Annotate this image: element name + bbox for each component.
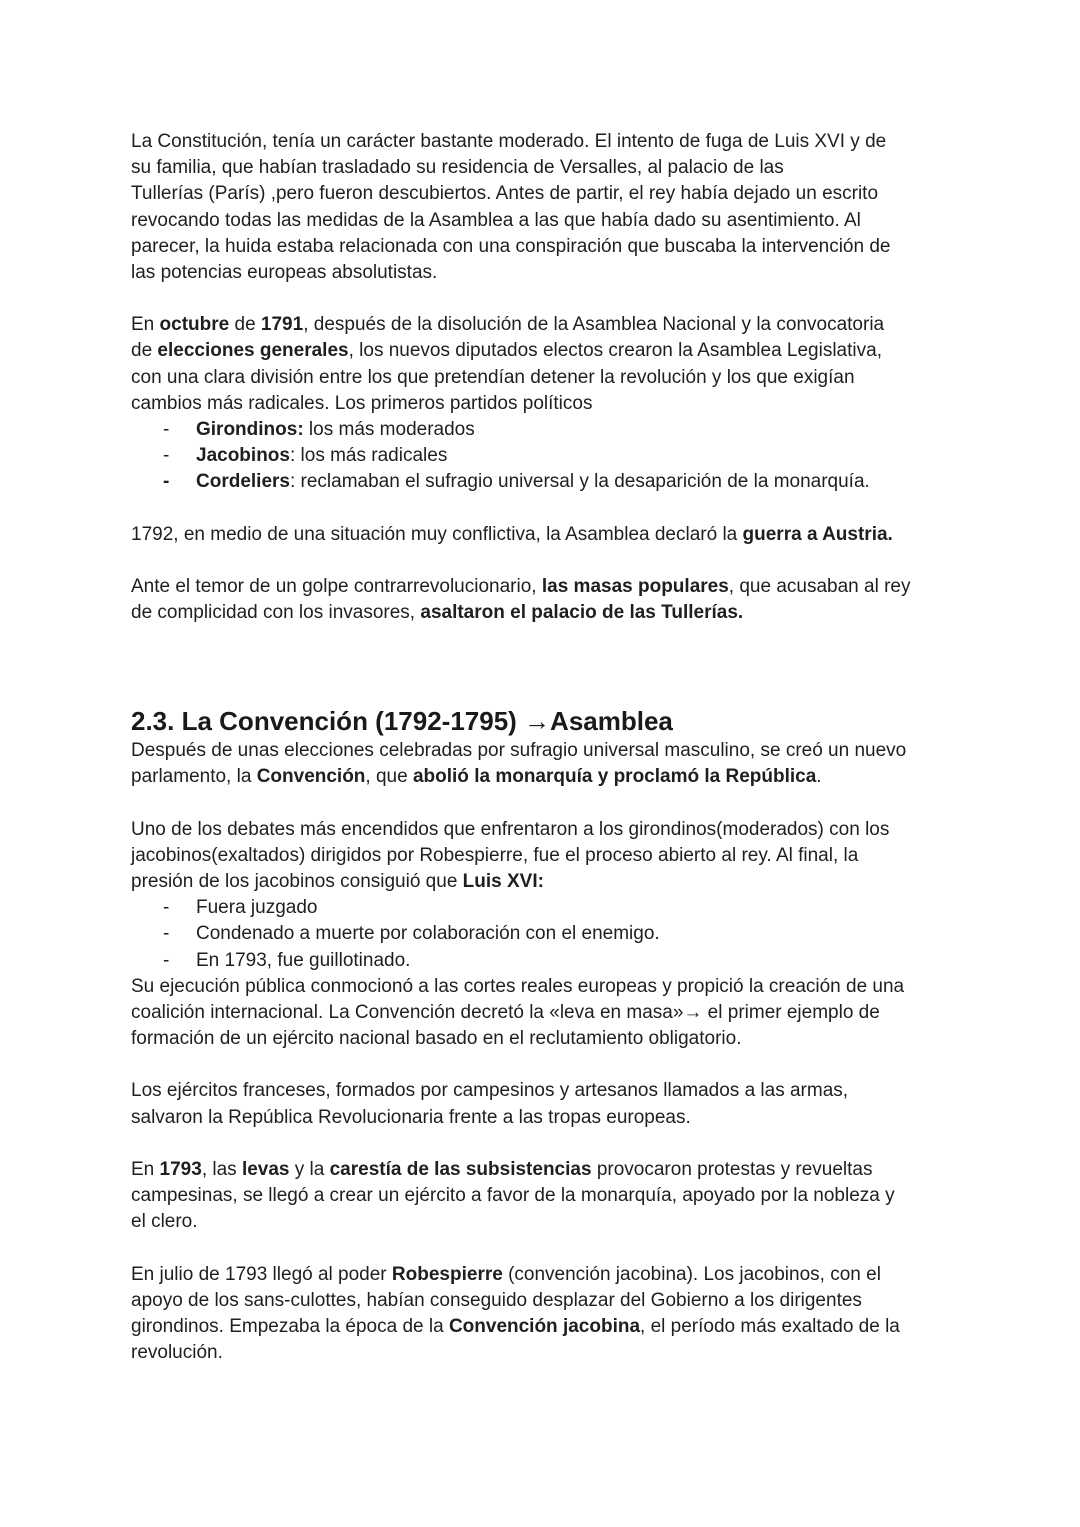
text-line: parecer, la huida estaba relacionada con una conspiración que buscaba la intervención de [131,235,891,257]
paragraph-legislative-assembly [131,312,961,495]
text-line: las potencias europeas absolutistas. [131,262,438,284]
text-line: revocando todas las medidas de la Asamblea a las que había dado su asentimiento. Al [131,209,861,231]
dash-bullet: - [163,419,170,441]
list-item: - Cordeliers: reclamaban el sufragio universal y la desaparición de la monarquía. [131,469,961,495]
paragraph-constitution [131,129,961,286]
text-line: Después de unas elecciones celebradas por sufragio universal masculino, se creó un nuevo [131,740,907,762]
text-line: de complicidad con los invasores, asaltaron el palacio de las Tullerías. [131,602,744,624]
text-line: revolución. [131,1342,223,1364]
king-fate-list [131,895,961,974]
paragraph-revolts-1793 [131,1157,961,1236]
text-line: apoyo de los sans-culottes, habían conseguido desplazar del Gobierno a los dirigentes [131,1289,862,1311]
text-line: jacobinos(exaltados) dirigidos por Robespierre, fue el proceso abierto al rey. Al final, la [131,844,859,866]
text-line: Su ejecución pública conmocionó a las cortes reales europeas y propició la creación de una [131,975,905,997]
text-line: Los ejércitos franceses, formados por campesinos y artesanos llamados a las armas, [131,1080,849,1102]
list-item: - Fuera juzgado [131,895,961,921]
dash-bullet: - [163,445,170,467]
paragraph-tuileries [131,574,961,626]
text-line: salvaron la República Revolucionaria frente a las tropas europeas. [131,1106,691,1128]
text-line: coalición internacional. La Convención decretó la «leva en masa»→ el primer ejemplo de [131,1002,880,1024]
dash-bullet: - [163,923,170,945]
text-line: formación de un ejército nacional basado en el reclutamiento obligatorio. [131,1028,742,1050]
paragraph-war-austria: 1792, en medio de una situación muy conflictiva, la Asamblea declaró la guerra a Austria. [131,523,893,545]
text-line: La Constitución, tenía un carácter bastante moderado. El intento de fuga de Luis XVI y de [131,131,887,152]
text-line: En octubre de 1791, después de la disolución de la Asamblea Nacional y la convocatoria [131,314,885,336]
paragraph-convention [131,738,961,790]
text-line: su familia, que habían trasladado su residencia de Versalles, al palacio de las [131,157,784,179]
text-line: Tullerías (París) ,pero fueron descubiertos. Antes de partir, el rey había dejado un escrito [131,183,879,205]
text-line: campesinas, se llegó a crear un ejército a favor de la monarquía, apoyado por la nobleza y [131,1185,895,1207]
dash-bullet: - [163,471,170,493]
parties-list [131,417,961,496]
text-line: presión de los jacobinos consiguió que Luis XVI: [131,871,544,893]
text-line: Uno de los debates más encendidos que enfrentaron a los girondinos(moderados) con los [131,818,890,840]
list-item: - Girondinos: los más moderados [131,417,961,443]
paragraph-armies [131,1078,961,1130]
document-page [131,129,961,1366]
list-item: - En 1793, fue guillotinado. [131,948,961,974]
text-line: el clero. [131,1211,198,1233]
section-heading: 2.3. La Convención (1792-1795) →Asamblea [131,706,673,737]
text-line: Ante el temor de un golpe contrarrevolucionario, las masas populares, que acusaban al rey [131,575,911,597]
text-line: En 1793, las levas y la carestía de las subsistencias provocaron protestas y revueltas [131,1158,873,1180]
list-item: - Condenado a muerte por colaboración con el enemigo. [131,921,961,947]
text-line: En julio de 1793 llegó al poder Robespierre (convención jacobina). Los jacobinos, con el [131,1263,881,1285]
text-line: de elecciones generales, los nuevos diputados electos crearon la Asamblea Legislativa, [131,340,882,362]
dash-bullet: - [163,897,170,919]
text-line: cambios más radicales. Los primeros partidos políticos [131,392,593,414]
text-line: girondinos. Empezaba la época de la Convención jacobina, el período más exaltado de la [131,1315,900,1337]
paragraph-trial-king [131,817,961,1053]
text-line: con una clara división entre los que pretendían detener la revolución y los que exigían [131,366,855,388]
paragraph-robespierre [131,1262,961,1367]
list-item: - Jacobinos: los más radicales [131,443,961,469]
text-line: parlamento, la Convención, que abolió la monarquía y proclamó la República. [131,766,822,788]
dash-bullet: - [163,949,170,971]
